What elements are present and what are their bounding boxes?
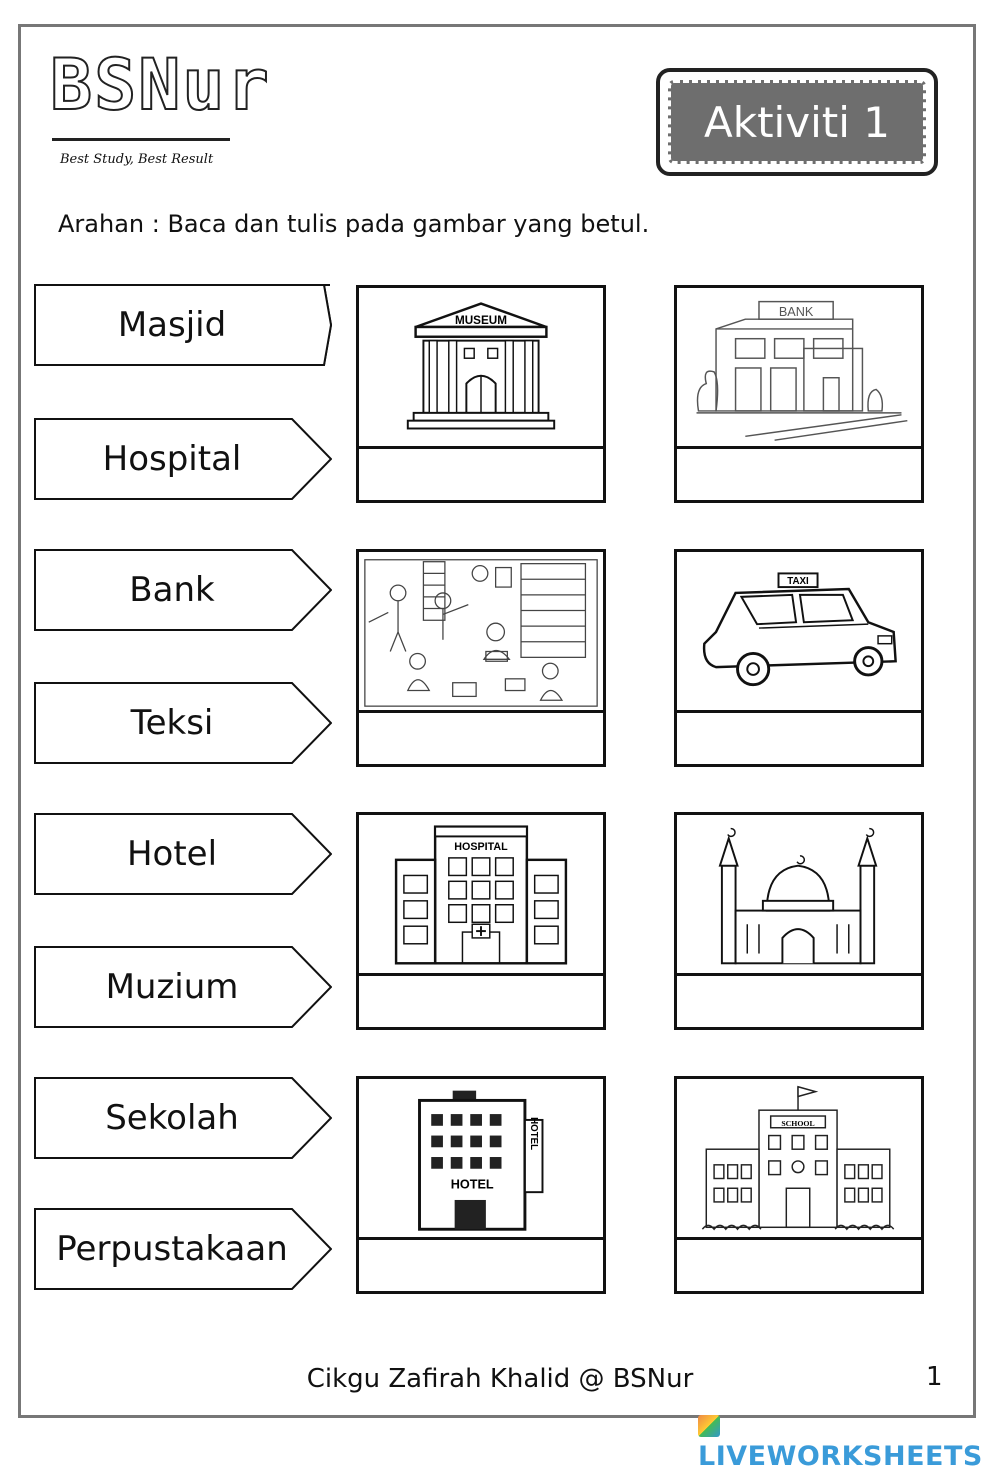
answer-box[interactable] (677, 1237, 921, 1291)
svg-text:MUSEUM: MUSEUM (454, 314, 508, 328)
picture-card-hotel (356, 1076, 606, 1294)
answer-box[interactable] (677, 710, 921, 764)
picture-card-school (674, 1076, 924, 1294)
word-tag-label: Perpustakaan (56, 1229, 288, 1269)
svg-text:BANK: BANK (778, 305, 814, 320)
svg-text:TAXI: TAXI (787, 576, 809, 588)
word-tag-bank[interactable] (34, 549, 332, 631)
word-tag-label: Bank (129, 570, 215, 610)
word-tag-perpustakaan[interactable] (34, 1208, 332, 1290)
picture-card-mosque (674, 812, 924, 1030)
answer-box[interactable] (359, 1237, 603, 1291)
word-tag-hotel[interactable] (34, 813, 332, 895)
word-tag-hospital[interactable] (34, 418, 332, 500)
word-tag-label: Muzium (105, 967, 239, 1007)
activity-badge-label: Aktiviti 1 (668, 80, 926, 164)
picture-card-library (356, 549, 606, 767)
picture-card-taxi (674, 549, 924, 767)
word-tag-label: Hospital (102, 439, 242, 479)
answer-box[interactable] (359, 446, 603, 500)
answer-box[interactable] (359, 973, 603, 1027)
activity-badge (656, 68, 938, 176)
logo-tagline: Best Study, Best Result (60, 152, 214, 167)
svg-text:HOTEL: HOTEL (450, 1177, 494, 1192)
answer-box[interactable] (677, 973, 921, 1027)
logo-underline (52, 138, 230, 141)
word-tag-label: Sekolah (105, 1098, 239, 1138)
mosque-icon (677, 815, 921, 976)
museum-icon (359, 288, 603, 449)
page-number: 1 (926, 1362, 943, 1392)
word-tag-label: Teksi (130, 703, 214, 743)
instruction-text: Arahan : Baca dan tulis pada gambar yang betul. (58, 210, 650, 238)
svg-text:HOSPITAL: HOSPITAL (454, 841, 508, 854)
word-tag-teksi[interactable] (34, 682, 332, 764)
hospital-icon (359, 815, 603, 976)
word-tag-label: Hotel (126, 834, 218, 874)
picture-card-bank (674, 285, 924, 503)
hotel-vertical-sign: HOTEL (528, 1117, 540, 1151)
watermark (698, 1410, 1000, 1472)
watermark-text: LIVEWORKSHEETS (698, 1441, 983, 1472)
picture-card-hospital (356, 812, 606, 1030)
hotel-icon (359, 1079, 603, 1240)
library-icon (359, 552, 603, 713)
word-tag-sekolah[interactable] (34, 1077, 332, 1159)
taxi-icon (677, 552, 921, 713)
answer-box[interactable] (677, 446, 921, 500)
bank-icon (677, 288, 921, 449)
word-tag-masjid[interactable] (34, 284, 332, 366)
picture-card-museum (356, 285, 606, 503)
liveworksheets-logo-icon (698, 1415, 720, 1437)
svg-text:SCHOOL: SCHOOL (781, 1118, 815, 1128)
word-tag-muzium[interactable] (34, 946, 332, 1028)
logo: BSNur (50, 44, 271, 126)
answer-box[interactable] (359, 710, 603, 764)
word-tag-label: Masjid (117, 305, 227, 345)
school-icon (677, 1079, 921, 1240)
footer-credit: Cikgu Zafirah Khalid @ BSNur (306, 1364, 694, 1394)
